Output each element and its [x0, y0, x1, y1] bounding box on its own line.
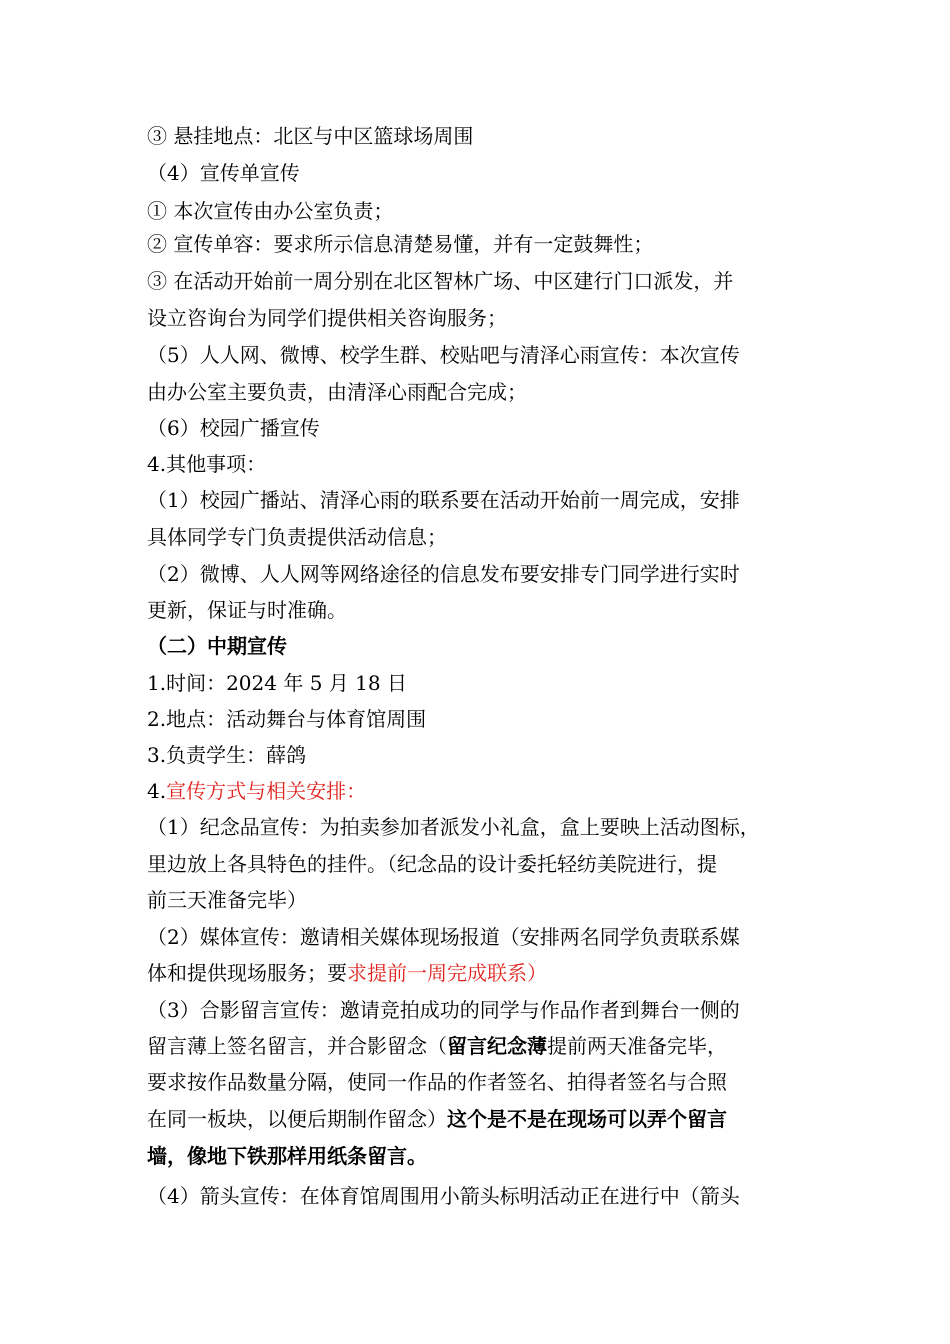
text-line: 3.负责学生：薛鸽	[147, 743, 307, 767]
text-line: 4.其他事项：	[147, 452, 267, 476]
text-line: （1）纪念品宣传：为拍卖参加者派发小礼盒，盒上要映上活动图标，	[147, 815, 760, 839]
text-segment: 提前两天准备完毕，	[547, 1034, 727, 1058]
list-number: 4.	[147, 779, 167, 803]
text-line: （5）人人网、微博、校学生群、校贴吧与清泽心雨宣传：本次宣传	[147, 343, 740, 367]
text-line	[147, 1104, 727, 1134]
text-line: 前三天准备完毕）	[147, 888, 307, 912]
text-line	[147, 1031, 727, 1061]
text-line: （3）合影留言宣传：邀请竞拍成功的同学与作品作者到舞台一侧的	[147, 998, 740, 1022]
text-line: 要求按作品数量分隔，使同一作品的作者签名、拍得者签名与合照	[147, 1070, 727, 1094]
text-segment: 留言薄上签名留言，并合影留念（	[147, 1034, 447, 1058]
bold-text: 留言纪念薄	[447, 1034, 547, 1058]
text-segment: 体和提供现场服务；要	[147, 961, 347, 985]
text-line: 2.地点：活动舞台与体育馆周围	[147, 707, 427, 731]
text-line: ③ 悬挂地点：北区与中区篮球场周围	[147, 124, 474, 148]
text-line: 1.时间：2024 年 5 月 18 日	[147, 671, 407, 695]
highlighted-text: 宣传方式与相关安排：	[166, 779, 367, 803]
text-line: 里边放上各具特色的挂件。（纪念品的设计委托轻纺美院进行，提	[147, 852, 717, 876]
text-line: （4）宣传单宣传	[147, 161, 300, 185]
text-line: 更新，保证与时准确。	[147, 598, 347, 622]
text-line: （4）箭头宣传：在体育馆周围用小箭头标明活动正在进行中（箭头	[147, 1184, 740, 1208]
text-line: 由办公室主要负责，由清泽心雨配合完成；	[147, 380, 527, 404]
text-line: 具体同学专门负责提供活动信息；	[147, 525, 447, 549]
text-line: （6）校园广播宣传	[147, 416, 320, 440]
highlighted-text: 求提前一周完成联系）	[347, 961, 547, 985]
text-line: ③ 在活动开始前一周分别在北区智林广场、中区建行门口派发，并	[147, 269, 734, 293]
text-line: 设立咨询台为同学们提供相关咨询服务；	[147, 306, 507, 330]
bold-comment: 墙，像地下铁那样用纸条留言。	[147, 1144, 427, 1168]
text-line	[147, 958, 547, 988]
text-line: （1）校园广播站、清泽心雨的联系要在活动开始前一周完成，安排	[147, 488, 740, 512]
section-heading: （二）中期宣传	[147, 634, 287, 658]
text-segment: 在同一板块，以便后期制作留念）	[147, 1107, 447, 1131]
text-line: ① 本次宣传由办公室负责；	[147, 199, 394, 223]
text-line: （2）媒体宣传：邀请相关媒体现场报道（安排两名同学负责联系媒	[147, 925, 740, 949]
text-line: ② 宣传单容：要求所示信息清楚易懂，并有一定鼓舞性；	[147, 232, 654, 256]
text-line	[147, 776, 366, 806]
text-line: （2）微博、人人网等网络途径的信息发布要安排专门同学进行实时	[147, 562, 740, 586]
bold-comment: 这个是不是在现场可以弄个留言	[447, 1107, 727, 1131]
